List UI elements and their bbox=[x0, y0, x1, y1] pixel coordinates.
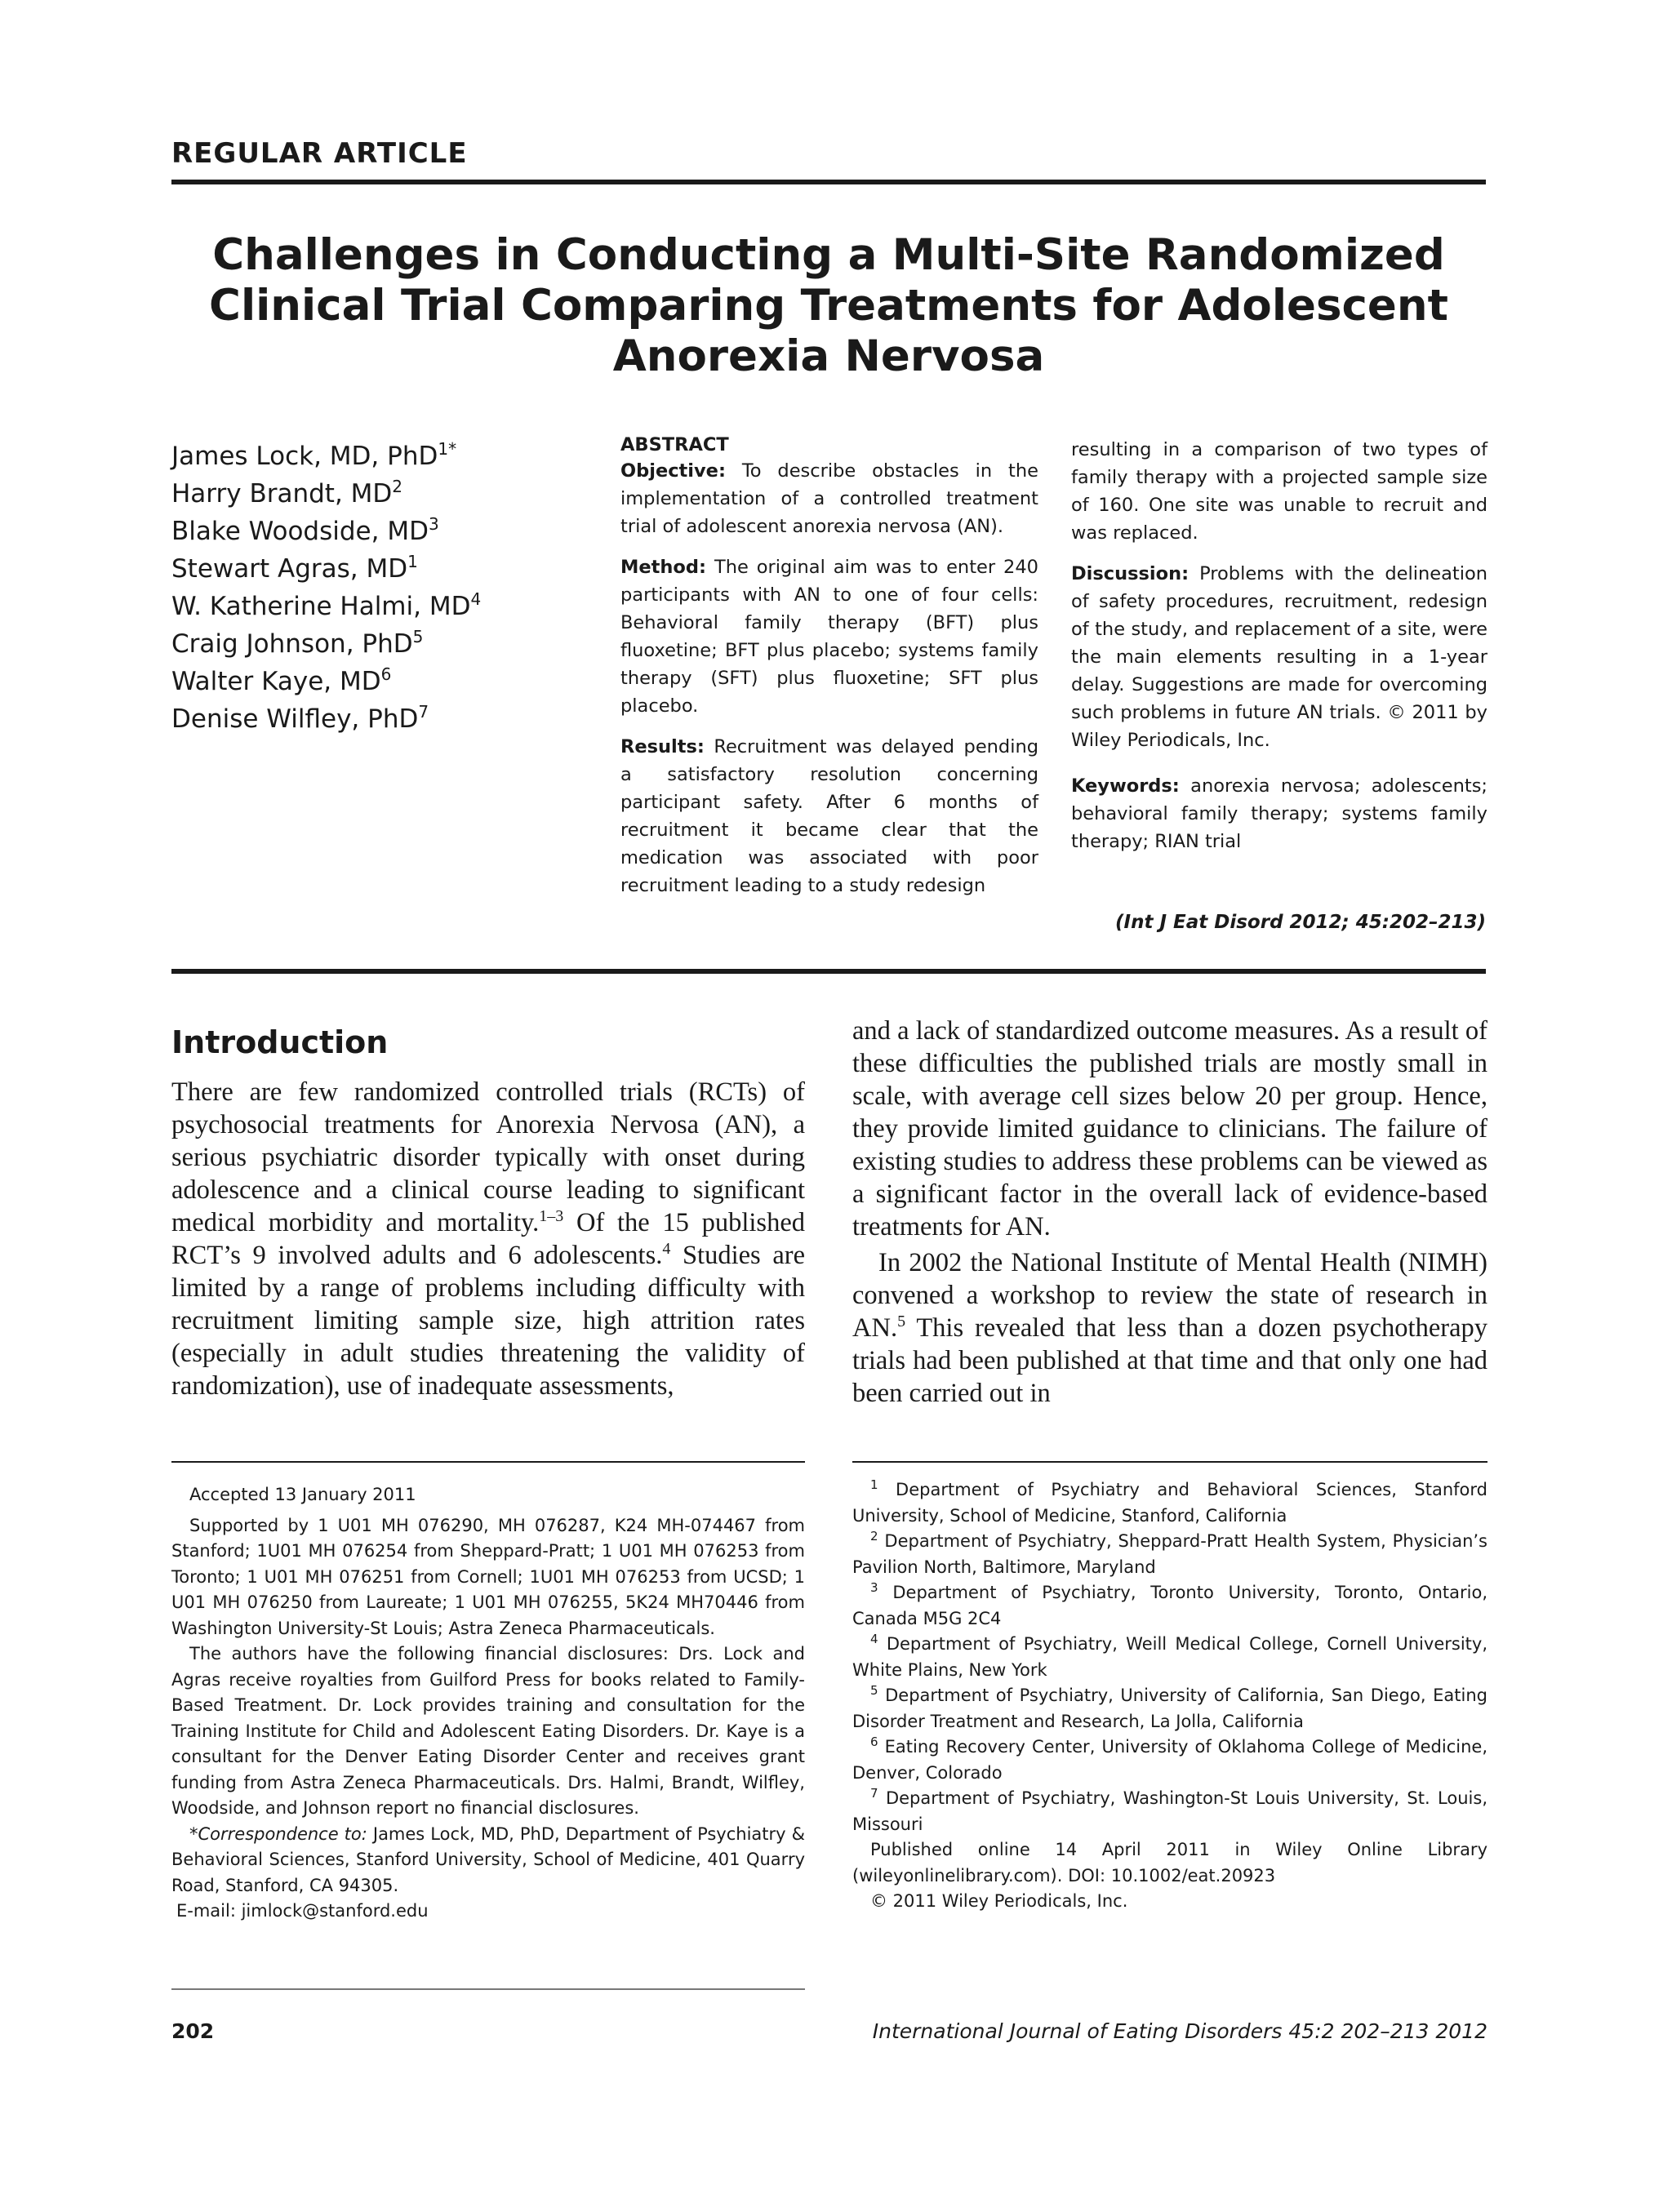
abstract-rule bbox=[171, 969, 1486, 974]
page-number: 202 bbox=[171, 2019, 215, 2043]
intro-paragraph-1: There are few randomized controlled trials (RCTs) of psychosocial treatments for Anorexia Nervosa (AN), a serious psychiatric disorder typically with onset during adolescence and a clinical course leading to significant medical morbidity and mortality.$^{1-3}$ Of the 15 published RCT’s 9 involved adults and 6 adolescents.$^4$ Studies are limited by a range of problems including difficulty with recruitment limiting sample size, high attrition rates (especially in adult studies threatening the validity of randomization), use of inadequate assessments, bbox=[171, 1077, 806, 1401]
article-title bbox=[171, 230, 1486, 382]
footnote-rule-left bbox=[171, 1461, 805, 1463]
author: Stewart Agras, $MD^1$ bbox=[171, 552, 418, 584]
intro-column-2 bbox=[852, 1015, 1487, 1410]
abstract-objective: Objective: To describe obstacles in the implementation of a controlled treatment trial of adolescent anorexia nervosa (AN). bbox=[620, 460, 1038, 537]
affiliation: $^3$ Department of Psychiatry, Toronto University, Toronto, Ontario, Canada M5G 2C4 bbox=[852, 1580, 1487, 1628]
title-line-2: Clinical Trial Comparing Treatments for Adolescent bbox=[209, 281, 1448, 331]
funding-note: Supported by 1 U01 MH 076290, MH 076287, K24 MH-074467 from Stanford; 1U01 MH 076254 from Sheppard-Pratt; 1 U01 MH 076253 from Toronto; 1 U01 MH 076251 from Cornell; 1U01 MH 076253 from UCSD; 1 U01 MH 076250 from Laureate; 1 U01 MH 076255, 5K24 MH70446 from Washington University-St Louis; Astra Zeneca Pharmaceuticals. bbox=[171, 1515, 805, 1638]
intro-column-1 bbox=[171, 1076, 805, 1402]
abstract-results-continued: resulting in a comparison of two types of family therapy with a projected sample size of 160. One site was unable to recruit and was replaced. bbox=[1071, 439, 1487, 544]
publication-note: Published online 14 April 2011 in Wiley Online Library (wileyonlinelibrary.com). DOI: 10.1002/eat.20923 bbox=[852, 1840, 1487, 1886]
abstract-method: Method: The original aim was to enter 240 participants with AN to one of four cells: Behavioral family therapy (BFT) plus fluoxetine; BFT plus placebo; systems family therapy (SFT) plus fluoxetine; SFT plus placebo. bbox=[620, 557, 1039, 717]
email-note: E-mail: jimlock@stanford.edu bbox=[176, 1901, 429, 1921]
author: James Lock, MD, PhD$^{1*}$ bbox=[171, 439, 457, 471]
author: Craig Johnson, PhD$^5$ bbox=[171, 627, 424, 659]
footnote-bottom-rule bbox=[171, 1988, 805, 1990]
header-rule bbox=[171, 180, 1486, 184]
disclosure-note: The authors have the following financial disclosures: Drs. Lock and Agras receive royalties from Guilford Press for books related to Family-Based Treatment. Dr. Lock provides training and consultation for the Training Institute for Child and Adolescent Eating Disorders. Dr. Kaye is a consultant for the Denver Eating Disorder Center and receives grant funding from Astra Zeneca Pharmaceuticals. Drs. Halmi, Brandt, Wilfley, Woodside, and Johnson report no financial disclosures. bbox=[171, 1644, 805, 1818]
footnotes-left bbox=[171, 1482, 805, 1925]
affiliation: $^7$ Department of Psychiatry, Washington-St Louis University, St. Louis, Missouri bbox=[852, 1786, 1487, 1834]
author: Harry Brandt, $MD^2$ bbox=[171, 477, 403, 509]
copyright-note: © 2011 Wiley Periodicals, Inc. bbox=[870, 1891, 1128, 1911]
affiliation: $^1$ Department of Psychiatry and Behavioral Sciences, Stanford University, School of Medicine, Stanford, California bbox=[852, 1477, 1487, 1526]
title-line-3: Anorexia Nervosa bbox=[612, 331, 1045, 381]
author-list bbox=[171, 438, 596, 738]
abstract-heading: ABSTRACT bbox=[620, 434, 729, 455]
section-label: REGULAR ARTICLE bbox=[171, 137, 468, 170]
footnotes-right bbox=[852, 1477, 1487, 1915]
affiliation: $^6$ Eating Recovery Center, University of Oklahoma College of Medicine, Denver, Colorado bbox=[852, 1735, 1487, 1783]
journal-reference: International Journal of Eating Disorders 45:2 202–213 2012 bbox=[872, 2019, 1487, 2043]
footnote-rule-right bbox=[852, 1461, 1487, 1463]
author: Blake Woodside, $MD^3$ bbox=[171, 514, 439, 546]
abstract-column-1 bbox=[620, 433, 1038, 899]
affiliation: $^4$ Department of Psychiatry, Weill Medical College, Cornell University, White Plains, New York bbox=[852, 1632, 1487, 1680]
introduction-heading: Introduction bbox=[171, 1024, 389, 1060]
abstract-column-2 bbox=[1071, 436, 1487, 868]
author: Walter Kaye, $MD^6$ bbox=[171, 664, 392, 696]
affiliation: $^2$ Department of Psychiatry, Sheppard-Pratt Health System, Physician’s Pavilion North, Baltimore, Maryland bbox=[852, 1529, 1487, 1577]
accepted-date: Accepted 13 January 2011 bbox=[189, 1485, 416, 1504]
correspondence-note: *Correspondence to: James Lock, MD, PhD, Department of Psychiatry & Behavioral Sciences, Stanford University, School of Medicine, 401 Quarry Road, Stanford, CA 94305. bbox=[171, 1823, 805, 1895]
abstract-discussion: Discussion: Problems with the delineation of safety procedures, recruitment, redesign of the study, and replacement of a site, were the main elements resulting in a 1-year delay. Suggestions are made for overcoming such problems in future AN trials. © 2011 by Wiley Periodicals, Inc. bbox=[1071, 563, 1488, 751]
author: W. Katherine Halmi, $MD^4$ bbox=[171, 589, 482, 621]
title-line-1: Challenges in Conducting a Multi-Site Randomized bbox=[212, 230, 1445, 280]
intro-paragraph-1-continued: and a lack of standardized outcome measures. As a result of these difficulties the published trials are mostly small in scale, with average cell sizes below 20 per group. Hence, they provide limited guidance to clinicians. The failure of existing studies to address these problems can be viewed as a significant factor in the overall lack of evidence-based treatments for AN. bbox=[852, 1016, 1487, 1241]
intro-paragraph-2: In 2002 the National Institute of Mental Health (NIMH) convened a workshop to review the state of research in AN.$^5$ This revealed that less than a dozen psychotherapy trials had been published at that time and that only one had been carried out in bbox=[852, 1248, 1487, 1408]
citation: (Int J Eat Disord 2012; 45:202–213) bbox=[1115, 912, 1486, 933]
abstract-keywords: Keywords: anorexia nervosa; adolescents; behavioral family therapy; systems family therapy; RIAN trial bbox=[1071, 775, 1488, 852]
affiliation: $^5$ Department of Psychiatry, University of California, San Diego, Eating Disorder Treatment and Research, La Jolla, California bbox=[852, 1683, 1487, 1731]
abstract-results: Results: Recruitment was delayed pending a satisfactory resolution concerning participant safety. After 6 months of recruitment it became clear that the medication was associated with poor recruitment leading to a study redesign bbox=[620, 736, 1039, 896]
author: Denise Wilfley, PhD$^7$ bbox=[171, 702, 429, 734]
